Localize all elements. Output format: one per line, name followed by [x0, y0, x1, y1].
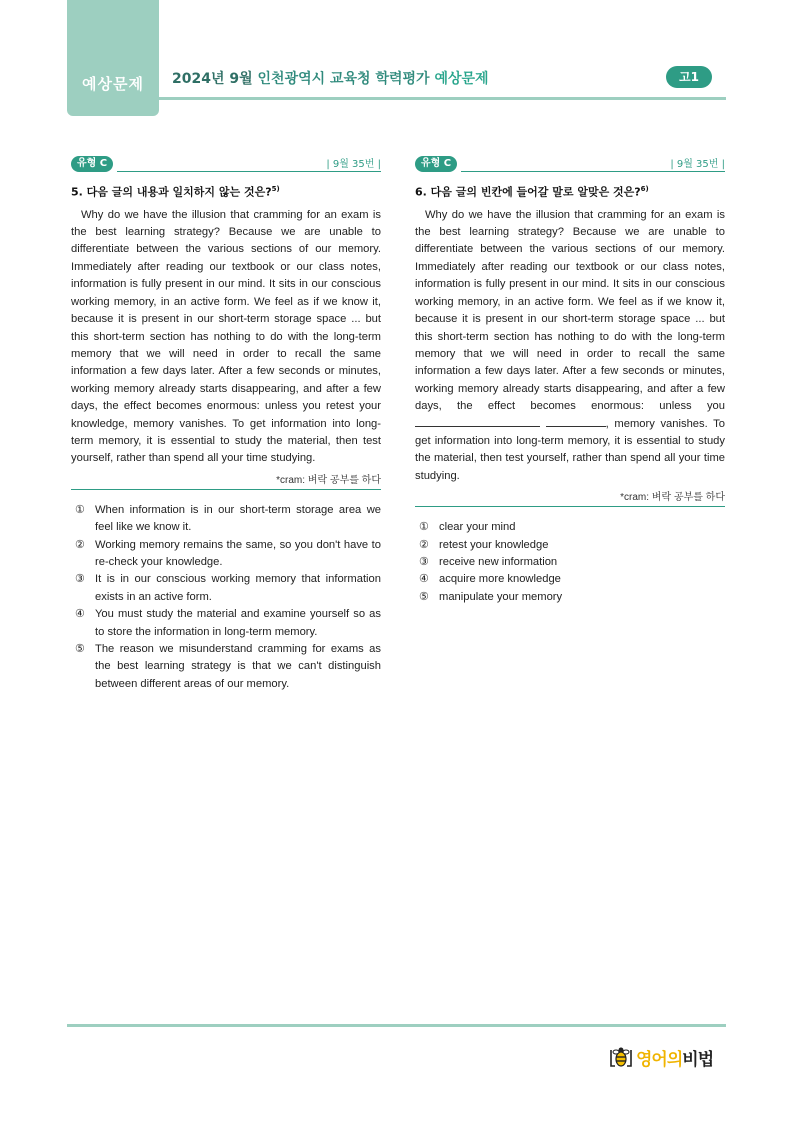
passage [415, 207, 725, 486]
option-text: Working memory remains the same, so you don't have to re-check your knowledge. [95, 538, 381, 568]
type-badge: 유형 C [71, 156, 113, 172]
question-reference: | 9월 35번 | [322, 155, 381, 170]
passage-before-blank: Why do we have the illusion that cramming for an exam is the best learning strategy? Because we are unable to differentiate between the various sections of our memory. Immediately after reading our textbook or our class notes, information is fully present in our mind. It sits in our conscious working memory, in an active form. We feel as if we know it, because it is present in our short-term storage space ... but this short-term section has nothing to do with the long-term memory that we will need in order to recall the same information a few days later. After a few seconds or minutes, working memory already starts disappearing, and after a few days, the effect becomes enormous: unless you [415, 208, 725, 413]
header-tab [67, 0, 159, 116]
passage-text: Why do we have the illusion that cramming for an exam is the best learning strategy? Because we are unable to differentiate between the various sections of our memory. Immediately after reading our textbook or our class notes, information is fully present in our mind. It sits in our conscious working memory, in an active form. We feel as if we know it, because it is present in our short-term storage space ... but this short-term section has nothing to do with the long-term memory that we will need in order to recall the same information a few days later. After a few seconds or minutes, working memory already starts disappearing, and after a few days, the effect becomes enormous: unless you retest your knowledge, memory vanishes. To get information into long-term memory, it is essential to study the material, then test yourself, rather than spend all your time studying. [71, 208, 381, 465]
option-4[interactable] [415, 571, 725, 588]
header-divider [159, 97, 726, 100]
type-row [415, 155, 725, 173]
question-text: 5. 다음 글의 내용과 일치하지 않는 것은? [71, 185, 272, 199]
answer-options [71, 502, 381, 693]
question-title [71, 181, 381, 201]
option-number: ⑤ [419, 590, 430, 603]
option-text: When information is in our short-term storage area we feel like we know it. [95, 503, 381, 534]
title-suffix: 예상문제 [434, 71, 489, 87]
passage-after-blank: , memory vanishes. To get information into long-term memory, it is essential to study the material, then test yourself, rather than spend all your time studying. [415, 417, 725, 482]
option-text: manipulate your memory [439, 590, 563, 603]
option-number: ② [419, 538, 430, 551]
option-number: ① [75, 503, 86, 516]
page-title [172, 68, 489, 88]
question-note: 5) [271, 185, 280, 193]
logo-wordmark [636, 1045, 713, 1070]
logo-part-1: 영어의 [636, 1049, 683, 1070]
passage-text [415, 207, 725, 486]
question-5-column [71, 155, 381, 693]
type-badge: 유형 C [415, 156, 457, 172]
question-text: 6. 다음 글의 빈칸에 들어갈 말로 알맞은 것은? [415, 185, 641, 199]
option-number: ③ [419, 555, 430, 568]
footnote: *cram: 벼락 공부를 하다 [620, 492, 725, 504]
type-divider [117, 171, 381, 172]
tab-label: 예상문제 [82, 75, 144, 93]
option-text: The reason we misunderstand cramming for exams as the best learning strategy is that we can't distinguish between different areas of our memory. [95, 643, 381, 690]
logo-part-2: 비법 [682, 1049, 714, 1070]
option-text: receive new information [439, 555, 558, 568]
option-number: ② [75, 538, 86, 551]
question-6-column [415, 155, 725, 606]
option-number: ③ [75, 573, 86, 586]
answer-blank [415, 416, 540, 427]
option-text: It is in our conscious working memory that information exists in an active form. [95, 573, 381, 603]
answer-options [415, 519, 725, 606]
type-row [71, 155, 381, 173]
question-title [415, 181, 725, 201]
grade-badge: 고1 [666, 66, 712, 88]
option-number: ① [419, 521, 430, 534]
type-divider [461, 171, 725, 172]
option-text: clear your mind [439, 521, 516, 534]
passage-divider [415, 506, 725, 507]
option-1[interactable] [71, 502, 381, 537]
title-year: 2024년 9월 [172, 71, 253, 87]
footer-divider [67, 1024, 726, 1027]
option-number: ⑤ [75, 643, 86, 655]
answer-blank-continued [546, 416, 606, 427]
passage [71, 207, 381, 468]
brand-logo [608, 1044, 713, 1070]
option-text: You must study the material and examine yourself so as to store the information in long-term memory. [95, 608, 381, 638]
option-5[interactable] [415, 589, 725, 606]
option-3[interactable] [71, 571, 381, 606]
option-2[interactable] [71, 537, 381, 572]
option-2[interactable] [415, 537, 725, 554]
title-org: 인천광역시 교육청 학력평가 [257, 71, 430, 87]
option-number: ④ [419, 573, 430, 586]
option-4[interactable] [71, 606, 381, 641]
question-reference: | 9월 35번 | [666, 155, 725, 170]
option-text: acquire more knowledge [439, 573, 561, 586]
bee-icon [608, 1044, 634, 1070]
option-text: retest your knowledge [439, 538, 549, 551]
option-5[interactable] [71, 641, 381, 693]
passage-divider [71, 489, 381, 490]
question-note: 6) [640, 185, 649, 193]
option-3[interactable] [415, 554, 725, 571]
footnote: *cram: 벼락 공부를 하다 [276, 474, 381, 486]
option-1[interactable] [415, 519, 725, 536]
option-number: ④ [75, 608, 86, 621]
